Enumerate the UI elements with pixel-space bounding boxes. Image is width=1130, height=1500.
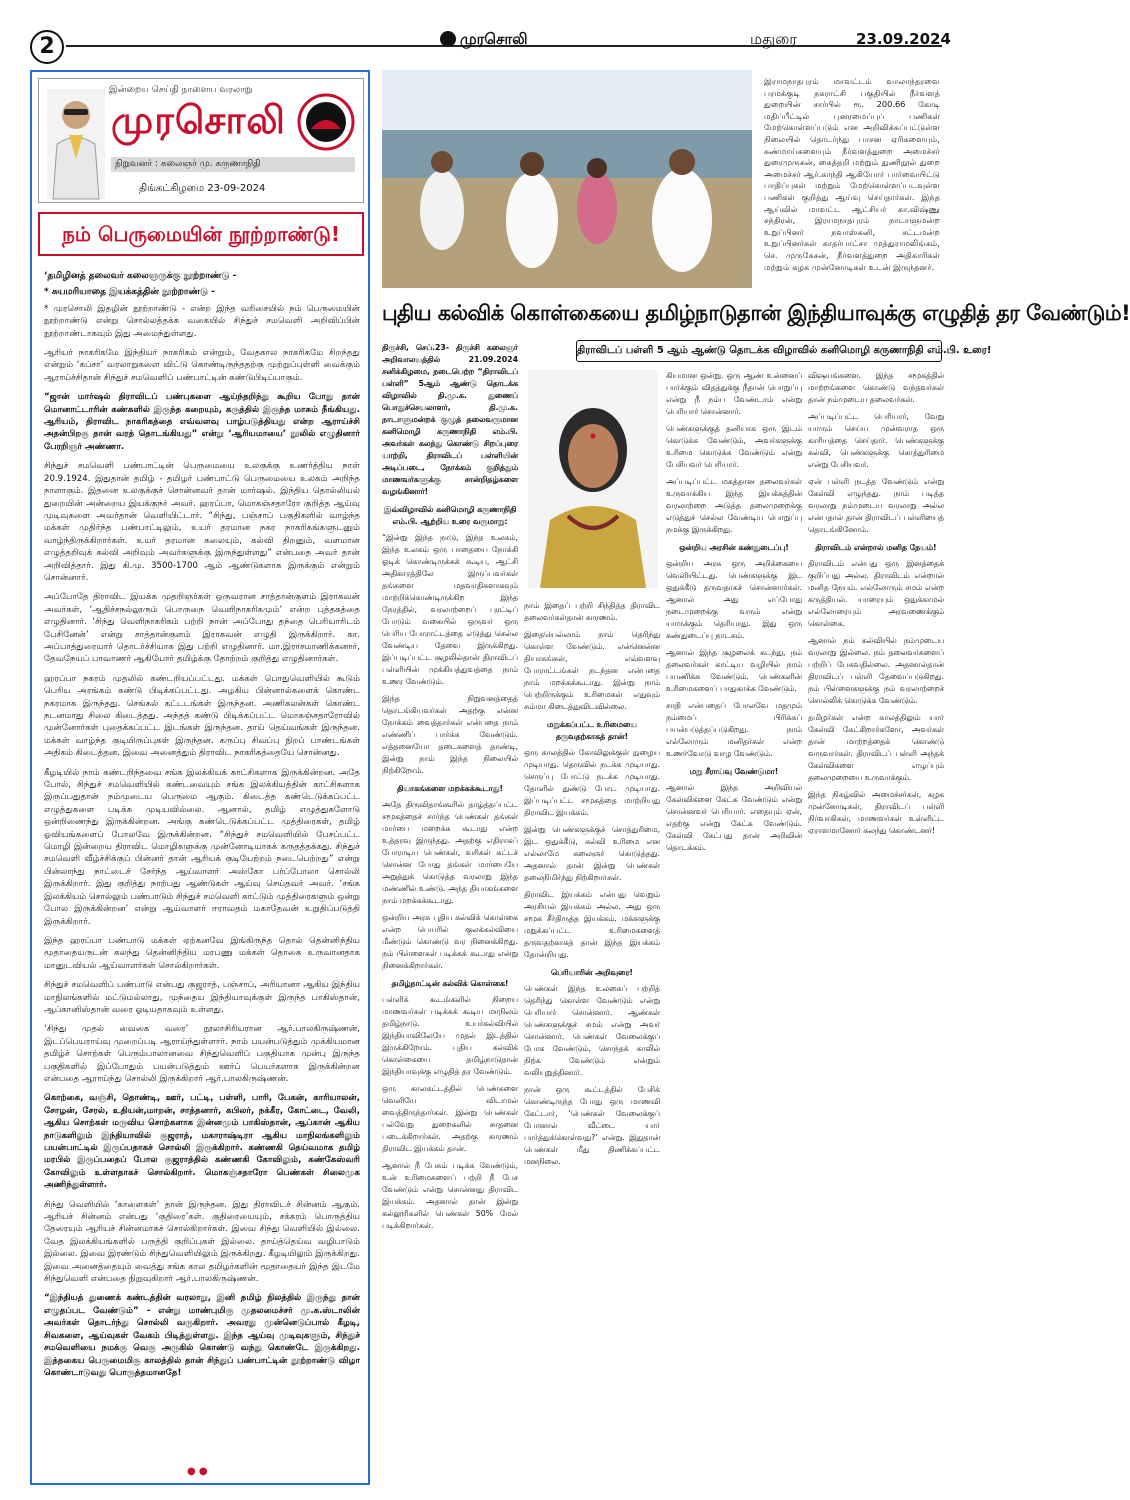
founder-portrait-icon [47,89,105,199]
issue-date: 23.09.2024 [856,30,951,48]
brand-name: முரசொலி [111,97,286,142]
article-paragraph: ஆனால் நம் கல்வியில் நம்முடைய வரலாறு இல்லை. நம் தலைவர்களைப் பற்றிப் பேசுவதில்லை. அதனால்தான் திராவிடப் பள்ளி தேவைப்படுகிறது. நம் பிள்ளைகளுக்கு நம் வரலாற்றைச் சொல்லிக் கொடுக்க வேண்டும். [808,636,944,705]
editorial-paragraph: ‘சிந்து முதல் வைகை வரை’ நூலாசிரியரான ஆர்.பாலகிருஷ்ணன், இடப்பெயராய்வு முறைப்படி ஆராய்ந்துள்ளார். நாம் பயன்படுத்தும் முக்கியமான தமிழ்ச் சொற்கள் பெரும்பாலானவை சிந்துவெளிப் பகுதியாக முன்பு இருந்த பகுதிகளில் இப்போதும் பயன்படுத்தும் ஊர்ப் பெயர்களாக இருக்கின்றன என்பதை ஆராய்ந்து சொல்லி இருக்கிறார் ஆர்.பாலகிருஷ்ணன். [44,1024,360,1084]
article-paragraph: ஒரு காலத்தில் கோவிலுக்குள் நுழைய முடியாது. தெருவில் நடக்க முடியாது. செருப்பு போட்டு நடக்க முடியாது. தோளில் துண்டு போட முடியாது. இப்படிப்பட்ட சமூகத்தை மாற்றியது திராவிட இயக்கம். [524,748,660,817]
sub-headline-box [576,340,992,362]
article-subheading: தமிழ்நாட்டின் கல்விக் கொள்கை! [391,979,509,988]
article-paragraph: பள்ளிக் கூடங்களில் நிறைய மாணவர்கள் படிக்கக் கூடிய மாநிலம் தமிழ்நாடு. உயர்கல்வியில் இந்தியாவிலேயே முதல் இடத்தில் இருக்கிறோம். புதிய கல்விக் கொள்கையை தமிழ்நாடுதான் இந்தியாவுக்கு எழுதித் தர வேண்டும். [382,995,518,1076]
news-photo-block [382,70,942,288]
editorial-column [30,70,370,1485]
editorial-date: திங்கட்கிழமை 23-09-2024 [139,183,266,194]
article-paragraph: ஒன்றிய அரசு புதிய கல்விக் கொள்கை என்ற பெயரில் குலக்கல்வியை மீண்டும் கொண்டு வர நினைக்கிறது. நம் பிள்ளைகள் படிக்கக் கூடாது என்று நினைக்கிறார்கள். [382,913,518,970]
article-paragraph: ஏன் பள்ளி நடத்த வேண்டும் என்று கேள்வி எழுந்தது. நாம் படித்த வரலாறு நம்முடைய வரலாறு அல்ல என்பதால் தான் திராவிடப் பள்ளியைத் தொடங்கினோம். [808,477,944,534]
article-paragraph: நான் ஒரு கூட்டத்தில் பேசிக் கொண்டிருந்த போது ஒரு மாணவி கேட்டார், ‘பெண்கள் வேலைக்குப் போனால் வீட்டை யார் பார்த்துக்கொள்வது?’ என்று. இதுதான் பெண்கள் மீது திணிக்கப்பட்ட மனநிலை. [524,1085,660,1166]
article-subheading: மறு சீராய்வு வேண்டுமா! [689,767,779,776]
article-paragraph: பெண்களுக்குத் தனியாக ஒரு இடம் கொடுக்க வேண்டும், அவர்களுக்கு உரிமை கொடுக்க வேண்டும் என்று பேசியவர் பெரியார். [666,424,802,469]
article-paragraph: திராவிட இயக்கம் என்பது வெறும் அரசியல் இயக்கம் அல்ல. அது ஒரு சமூக சீர்திருத்த இயக்கம். மக்களுக்கு மறுக்கப்பட்ட உரிமைகளைத் தருவதற்காகத் தான் இந்த இயக்கம் தோன்றியது. [524,890,660,959]
article-paragraph: ஆனால் இந்த சூழலைக் கடந்து, நம் தலைவர்கள் காட்டிய வழியில் நாம் பயணிக்க வேண்டும். பெண்களின் உரிமைகளைப் பாதுகாக்க வேண்டும். [666,648,802,693]
article-paragraph: இதையெல்லாம் நாம் தெரிந்து கொள்ள வேண்டும். என்னென்ன தியாகங்கள், எவ்வளவு போராட்டங்கள் நடந்தன என்பதை நாம் மறக்கக்கூடாது. இன்று நாம் பெற்றிருக்கும் உரிமைகள் எதுவும் சும்மா கிடைத்துவிடவில்லை. [524,630,660,711]
brand-tagline: இன்றைய செய்தி நாளைய வரலாறு [109,85,253,95]
article-paragraph: தமிழர்கள் என்ற காலத்திலும் யார் கேள்வி கேட்கிறார்களோ, அவர்கள் தான் மாற்றத்தைக் கொண்டு வருவார்கள். திராவிடப் பள்ளி அந்தக் கேள்விகளை எழுப்பும் தலைமுறையை உருவாக்கும். [808,713,944,782]
article-paragraph: விஷயங்களை. இந்த சமூகத்தில் மாற்றங்களை கொண்டு வந்தவர்கள் தான் நம்முடைய தலைவர்கள். [808,371,944,404]
lead-line: * முரசொலி இதழின் நூற்றாண்டு - என்ற இந்த வரிசையில் நம் பெருமையின் நூற்றாண்டு என்று சொல்லத்தக்க வகையில் சிந்துச் சமவெளி அறிவிப்பின் நூற்றாண்டாகவும் இது அமைந்துள்ளது. [44,303,360,339]
article-column-2 [524,600,660,1484]
masthead-mini [440,30,528,50]
editorial-paragraph: சிந்துச் சமவெளிப் பண்பாடு என்பது குஜராத், பஞ்சாப், அரியானா ஆகிய இந்திய மாநிலங்களில் மட்டுமல்லாது, முந்தைய இந்தியாவுக்குள் இருந்த பாகிஸ்தான், ஆப்கானிஸ்தான் வரை ஓடியதாகவும் உள்ளது. [44,980,360,1015]
article-paragraph: அப்படிப்பட்ட மகத்தான தலைவர்கள் உருவாக்கிய இந்த இயக்கத்தின் வரலாற்றை அடுத்த தலைமுறைக்கு எடுத்துச் செல்ல வேண்டிய பொறுப்பு நமக்கு இருக்கிறது. [666,477,802,534]
editorial-paragraph: அப்போதே திராவிட இயக்க முதறிஞர்கள் ஒருவரான சாத்தான்குளம் இராகவன் அவர்கள், ‘ஆதிச்சநல்லூரும் பொருநை வெளிநாகரிகமும்’ என்ற புத்தகத்தை எழுதினார். ‘சிந்து வெளிநாகரிகம் பற்றி நான் அப்போது தந்தை பெரியாரிடம் பேசினேன்’ என்று சாத்தான்குளம் இராகவன் எழுதி இருக்கிறார். கா. அப்பாத்துரையார் தொடர்ச்சியாக இது பற்றி எழுதினார். மா.இராசமாணிக்கனார், தேவநேயப் பாவாணர் ஆகியோர் தமிழ்க்கு தோற்றம் குறித்து எழுதினார்கள். [44,592,360,665]
article-paragraph: ஆனால் இந்த அறிவியல் கேள்விகளை கேட்க வேண்டும் என்று சொன்னவர் பெரியார். எதையும் ஏன், எதற்கு என்று கேட்க வேண்டும். கேள்வி கேட்பது தான் அறிவின் தொடக்கம். [666,783,802,852]
article-paragraph: பெண்கள் இந்த உலகைப் பற்றித் தெரிந்து கொள்ள வேண்டும் என்று பெரியார் சொன்னார். ஆண்கள் பெண்களுக்குச் சமம் என்று அவர் சொன்னார். பெண்கள் வேலைக்குப் போக வேண்டும், சொந்தக் காலில் நிற்க வேண்டும் என்றும் வலியுறுத்தினார். [524,984,660,1077]
article-subheading: திராவிடம் என்றால் மனித நேயம்! [815,543,937,552]
editorial-title: நம் பெருமையின் நூற்றாண்டு! [62,222,340,246]
masthead-text: முரசொலி [460,30,528,48]
editorial-paragraph: ஹரப்பா நகரம் முதலில் கண்டறியப்பட்டது. மக்கள் பொதுவெளியில் கூடும் பெரிய அரங்கம் கண்டு பிடிக்கப்பட்டது. அழகிய பின்னால்களைக் கொண்ட நகரமாக இருந்தது. செங்கல் கட்டடங்கள் இருந்தன. அணிகலன்கள் கொண்ட நடனமாது சிலை கிடைத்தது. அந்தத் கண்டு பிடிக்கப்பட்ட மொகஞ்சதாரோவில் முன்னோர்கள் புதைக்கப்பட்ட இடங்கள் இருந்தன. தாய் தெய்வங்கள் இருந்தன. மக்கள் வாழ்ந்த குடியிருப்புகள் இருந்தன. கருப்பு சிவப்பு நிறப் பாண்டங்கள் அதிகம் கிடைத்தன. இவை அனைத்தும் திராவிட நாகரிகத்தையே சொன்னது. [44,673,360,759]
edition-city: மதுரை [750,30,798,48]
article-paragraph: சாதி என்பதைப் போலவே மதமும் நம்மைப் பிரிக்கப் பயன்படுத்தப்படுகிறது. நாம் எல்லோரும் மனிதர்கள் என்ற உணர்வோடு வாழ வேண்டும். [666,701,802,758]
editorial-title-box [38,212,364,256]
article-subheading: இவ்விழாவில் கனிமொழி கருணாநிதி எம்.பி. ஆற்றிய உரை வருமாறு: [383,505,517,526]
article-column-4 [808,370,944,1484]
speaker-portrait-icon [528,370,658,588]
article-paragraph: திராவிடம் என்பது ஒரு இனத்தைக் குறிப்பது அல்ல. திராவிடம் என்றால் மனித நேயம். எல்லோரும் சமம் என்ற கருத்தியல். யாரையும் ஒதுக்காமல் எல்லோரையும் அரவணைக்கும் கொள்கை. [808,559,944,628]
article-column-3 [666,370,802,1484]
article-paragraph: “இன்று இந்த நாடு, இந்த உலகம், இந்த உலகம் ஒரு பாதையை நோக்கி ஓடிக் கொண்டிருக்கக் கூடிய, ஆட்சி அதிகாரத்திலே இருப்பவர்கள் தங்களை மதவாதிகளாகவும் மாற்றிக்கொண்டிருக்கிற இந்த நேரத்தில், வரலாற்றைப் புரட்டிப் போடும் வகையில் ஒருவர் ஒரு பெரிய போராட்டத்தை எடுத்து செல்ல வேண்டிய தேவை இருக்கிறது. இப்படிப்பட்ட சூழலில்தான் திராவிடப் பள்ளியின் முக்கியத்துவத்தை நாம் உணர வேண்டும். [382,533,518,686]
article-paragraph: ஒன்றிய அரசு ஒரு அறிக்கையை வெளியிட்டது. பெண்களுக்கு இட ஒதுக்கீடு தருவதாகச் சொன்னார்கள். ஆனால் அது எப்போது நடைமுறைக்கு வரும் என்று யாருக்கும் தெரியாது. இது ஒரு கண்துடைப்பு நாடகம். [666,559,802,640]
editorial-paragraph: கீழடியில் நாம் கண்டறிந்தவை சங்க இலக்கியக் காட்சிகளாக இருக்கின்றன. அதே போல், சிந்துச் சமவெளியில் கண்டவையும் சங்க இலக்கியத்தின் காட்சிகளாக இருப்பதுதான் நம்முடைய பெருமை ஆகும். கிடைத்த கண்டெடுக்கப்பட்ட எழுத்துகளை படிக்க முடியவில்லை. ஆனால், தமிழ் எழுத்துகளோடு ஒன்றிணைந்து இருக்கின்றன. அங்கு கண்டெடுக்கப்பட்ட முத்திரைகள், தமிழ் ஓவியங்களைப் போலவே இருக்கின்றன. “சிந்துச் சமவெளியில் பேசப்பட்ட மொழி இன்றைய திராவிட மொழிகளுக்கு முன்னோடியாகக் கருதத்தக்கது. சிந்துச் சமவெளி வீழ்ச்சிக்குப் பின்னர் தான் ஆரியக் குடியேற்றம் நடைபெற்றது” என்று பின்லாந்து நாட்டைச் சேர்ந்த ஆய்வாளர் அஸ்கோ பர்ப்போலா சொல்லி இருக்கிறார். இது குறித்து நாற்பது ஆண்டுகள் ஆய்வு செய்தவர் அவர். ‘சங்க இலக்கியம் சொல்லும் பண்பாடும் சிந்துச் சமவெளி காட்டும் முத்திரைகளும் ஒன்று போல இருக்கின்றன’ என்று ஆய்வாளர் ஈராவதம் மகாதேவன் உறுதிப்படுத்தி இருக்கிறார். [44,767,361,927]
page-header [0,0,972,62]
sub-headline: திராவிடப் பள்ளி 5 ஆம் ஆண்டு தொடக்க விழாவில் கனிமொழி கருணாநிதி எம்.பி. உரை! [577,345,992,356]
editorial-body [44,270,360,1386]
editorial-paragraph: ஆரியர் நாகரிகமே இந்தியர் நாகரிகம் என்றும், வேதகால நாகரிகமே சிறந்தது என்றும் ‘கப்சா’ வரலாறுகளை விட்டு கொண்டிருந்ததற்கு முற்றுப்புள்ளி வைக்கும் ஆராய்ச்சிதான் சிந்துச் சமவெளிப் பண்பாட்டின் கண்டுபிடிப்பாகும். [44,348,360,383]
photo-caption: இராமநாதபுரம் மாவட்டம் வாலாந்தரவை பரமக்குடி நகராட்சி பகுதியில் நீர்வளத் துறையின் சார்பில் ரூ. 200.66 கோடி மதிப்பீட்டில் புனரமைப்புப் பணிகள் மேற்கொள்ளப்படும் என அறிவிக்கப்பட்டுள்ள நிலையில் தொடர்ந்து பாசன ஏரிகளையும், கண்மாய்களையும் நீர்வளத்துறை அமைச்சர் துரைமுருகன், கைத்தறி மற்றும் துணிநூல் துறை அமைச்சர் ஆர்.காந்தி ஆகியோர் பார்வையிட்டு பாதிப்புகள் மற்றும் மேற்கொள்ளப்படவுள்ள பணிகள் குறித்து ஆய்வு செய்தார்கள். இந்த ஆய்வில் மாவட்ட ஆட்சியர் கா.விஷ்ணு சந்திரன், இராமநாதபுரம் நாடாளுமன்ற உறுப்பினர் நவாஸ்கனி, சட்டமன்ற உறுப்பினர்கள் காதர்பாட்சா முத்துராமலிங்கம், செ. முருகேசன், நீர்வளத்துறை அதிகாரிகள் மற்றும் கழக முன்னோடிகள் உடன் இருந்தனர். [764,76,940,272]
page-number: 2 [30,30,64,64]
lead-line: ‘தமிழினத் தலைவர் கலைஞருக்கு நூற்றாண்டு - [44,271,237,281]
article-subheading: பெரியாரின் அறிவுரை! [551,968,633,977]
editorial-paragraph: இந்த ஹரப்பா பண்பாடு மக்கள் ஏற்கனவே இங்கிருந்த தொல் தென்னிந்திய மூதாதையருடன் கலந்து தென்னிந்திய மரபணு மக்கள் தொகை உருவானதாக மானுடவியல் ஆய்வாளர்கள் சொல்கிறார்கள். [44,935,360,971]
article-paragraph: ஆனால் நீ பேசும் படிக்க வேண்டும், உன் உரிமைகளைப் பற்றி நீ பேச வேண்டும் என்று சொன்னது திராவிட இயக்கம். அதனால் தான் இன்று கல்லூரிகளில் பெண்கள் 50% மேல் படிக்கிறார்கள். [382,1161,518,1230]
article-subheading: ஒன்றிய அரசின் கண்துடைப்பு! [679,543,789,552]
article-paragraph: இன்று பெண்களுக்குச் சொத்துரிமை, இட ஒதுக்கீடு, கல்வி உரிமை என எல்லாமே கலைஞர் கொடுத்தது. அதனால் தான் இன்று பெண்கள் தலைநிமிர்ந்து நிற்கிறார்கள். [524,825,660,882]
article-paragraph: இந்த நிகழ்வில் அமைச்சர்கள், கழக முன்னோடிகள், திராவிடப் பள்ளி நிர்வாகிகள், மாணவர்கள் உள்ளிட்ட ஏராளமானோர் கலந்து கொண்டனர்! [808,790,944,835]
article-paragraph: அதே திருவிதாங்கூரில் தாழ்த்தப்பட்ட சமூகத்தைச் சார்ந்த பெண்கள் தங்கள் மார்பை மறைக்க கூடாது என்ற உத்தரவு இருந்தது. அதற்கு எதிராகப் போராடிய பெண்கள், வரிகள் கட்டச் சொன்ன போது தங்கள் மார்பையே அறுத்துக் கொடுத்த வரலாறு இந்த மண்ணில் உண்டு. அந்த தியாகங்களை நாம் மறக்கக்கூடாது. [382,800,518,905]
article-subheading: தியாகங்களை மறக்கக்கூடாது! [396,784,504,793]
editorial-paragraph: சிந்துச் சமவெளி பண்பாட்டின் பெருமையை உலகுக்கு உணர்த்திய நாள் 20.9.1924. இதுதான் தமிழ் - தமிழர் பண்பாட்டு பெருமையை உலகம் அறிந்த நாளாகும். இதனை உலகுக்குச் சொன்னவர் தான் மார்ஷல். இந்திய தொல்லியல் துறையின் அன்றைய இயக்குநர் அவர். ஹரப்பா, மொகஞ்சதாரோ குறித்த ஆய்வு முடிவுகளை அவர்தான் வெளியிட்டார். “சிந்து, பஞ்சாப் பகுதிகளில் வாழ்ந்த மக்கள் முதிர்ந்த பண்பாட்டிலும், உயர் தரமான நகர நாகரிகங்களுடனும் வாழ்ந்திருக்கிறார்கள். உயர் தரமான கலையும், கல்வி திறனும், வளமான எழுத்தறிவுக் கல்வி அறிவும் அவர்களுக்கு இருந்துள்ளது” என்பதை அவர் தான் அறிவித்தார். இது கி.மு. 3500-1700 ஆம் ஆண்டுகளாக இருக்கும் என்றும் சொன்னார். [44,461,360,583]
article-paragraph: இந்த நிறுவனத்தைத் தொடங்கியவர்கள் அதற்கு என்ன நோக்கம் வைத்தார்கள் என்பதை நாம் எண்ணிப் பார்க்க வேண்டும். எத்தனையோ தடைகளைத் தாண்டி, இன்று நாம் இந்த நிலையில் நிற்கிறோம். [382,694,518,775]
article-paragraph: கியமான ஒன்று. ஒரு ஆண் உன்னைப் பார்க்கும் விதத்துக்கு நீதான் பொறுப்பு என்று நீ நம்ப வேண்டாம் என்று பெரியார் சொன்னார். [666,371,802,416]
editorial-paragraph: “இந்தியத் துணைக் கண்டத்தின் வரலாறு, இனி தமிழ் நிலத்தில் இருந்து தான் எழுதப்பட வேண்டும்” - என்று மாண்புமிகு முதலமைச்சர் மு.க.ஸ்டாலின் அவர்கள் தொடர்ந்து சொல்லி வருகிறார். அவரது முன்னெடுப்பால் கீழடி, சிவகளை, ஆய்வுகள் வேகம் பிடித்துள்ளது. இந்த ஆய்வு முடிவுகளும், சிந்துச் சமவெளியை நமக்கு வெகு அருகில் கொண்டு வந்து கொண்டே இருக்கிறது. இத்தகைய பெருமைமிகு காலத்தில் தான் சிந்துப் பண்பாட்டின் நூற்றாண்டு விழா கொண்டாடுவது பொருத்தமானதே! [44,1293,360,1378]
article-subheading: மறுக்கப்பட்ட உரிமையை தருவதற்காகத் தான்! [547,720,637,741]
masthead-logo-icon [440,31,456,47]
article-paragraph: அப்படிப்பட்ட பெரியார், வேறு யாரும் செய்ய முன்வராத ஒரு காரியத்தை செய்தார். பெண்களுக்கு கல்வி, பெண்களுக்கு சொத்துரிமை என்று பேசியவர். [808,412,944,469]
lead-line: * சுயமரியாதை இயக்கத்தின் நூற்றாண்டு - [44,287,215,298]
founder-line: நிறுவனர் : கலைஞர் மு. கருணாநிதி [111,157,355,172]
rising-sun-seal-icon [297,93,355,151]
main-headline-box [382,292,1130,334]
main-headline: புதிய கல்விக் கொள்கையை தமிழ்நாடுதான் இந்தியாவுக்கு எழுதித் தர வேண்டும்! [382,301,1130,325]
inspection-photo-icon [382,70,752,288]
article-paragraph: ஒரு காலகட்டத்தில் பெண்களை வெளியே விடாமல் வைத்திருந்தார்கள். இன்று பெண்கள் பல்வேறு துறைகளில் சாதனை படைக்கிறார்கள். அதற்கு காரணம் திராவிட இயக்கம் தான். [382,1084,518,1153]
article-paragraph: திருச்சி, செப்.23- திருச்சி கலைஞர் அறிவாலயத்தில் 21.09.2024 சனிக்கிழமை, நடைபெற்ற “திராவிடப் பள்ளி” 5ஆம் ஆண்டு தொடக்க விழாவில் தி.மு.க. துணைப் பொதுச்செயலாளர், தி.மு.க. நாடாளுமன்றக் குழுத் தலைவருமான கனிமொழி கருணாநிதி எம்.பி. அவர்கள் கலந்து கொண்டு சிறப்புரை யாற்றி, திராவிடப் பள்ளியின் அடிப்படை, நோக்கம் குறித்தும் மாணவர்களுக்கு சான்றிதழ்களை வழங்கினார்! [382,343,518,496]
editorial-end-mark: ● ● [187,1466,208,1477]
editorial-paragraph: சிந்து வெளியில் ‘காளைகள்’ தான் இருந்தன. இது திராவிடச் சின்னம் ஆகும். ஆரியச் சின்னம் என்பது ‘குதிரை’கள். குதிரையையும், சக்கரம் பொருத்திய தேரையும் ஆரியச் சின்னமாகச் சொல்கிறார்கள். இவை சிந்து வெளியில் இல்லை. வேத இலக்கியங்களில் பருத்தி குறிப்புகள் இல்லை. தாய்த்தெய்வ வழிபாடும் இல்லை. இவை இரண்டும் சிந்துவெளியிலும் இருக்கிறது. கீழடியிலும் இருக்கிறது. இவை அனைத்தையும் வைத்து சங்க கால தமிழர்களின் மூதாதையர் இந்த இடமே சிந்துவெளி என்பதை நிறுவுகிறார் ஆர்.பாலகிருஷ்ணன். [44,1199,360,1285]
editorial-paragraph: “ஜான் மார்ஷல் திராவிடப் பண்புகளை ஆய்ந்தறிந்து கூறிய போது தான் மொனாட்டாரின் கண்களில் இருந்த கறையும், கருத்தில் இருந்த மாசும் நீங்கியது. ஆரியம், திராவிட நாகரிகத்தை எவ்வளவு பாழ்படுத்தியது என்ற ஆராய்ச்சி அதன்பிறகு தான் வரத் தொடங்கியது” என்று ‘ஆரியமாயை’ நூலில் எழுதினார் பேரறிஞர் அண்ணா. [44,392,360,452]
editorial-paragraph: கொற்கை, வஞ்சி, தொண்டி, ஊர், பட்டி, பள்ளி, பாரி, பேகன், காரியாலன், சோழன், சேரல், உதியன்,மாறன், சாத்தனார், கபிலர், நக்கீர, கோட்டை, வேலி, ஆகிய சொற்கள் மருவிய சொற்களாக இன்னமும் பாகிஸ்தான், ஆப்கான் ஆகிய நாடுகளிலும் இந்தியாவில் குஜராத், மகாராஷ்டிரா ஆகிய மாநிலங்களிலும் பயன்பாட்டில் இருப்பதாகச் சொல்லி இருக்கிறார். கண்ணகி தெய்வமாக தமிழ் மரபில் இருப்பதைப் போல குஜராத்தில் கண்ணகி கோவிலும், கண்கேஸ்வரி கோவிலும் உள்ளதாகச் சொல்கிறார். மொகஞ்சதாரோ பெண்கள் சிலைமுக அணிந்துள்ளார். [44,1093,360,1191]
editorial-brand-box [38,78,364,203]
article-column-1 [382,342,518,1484]
article-paragraph: நாம் இதைப் பற்றி சிந்தித்த திராவிட தலைவர்கள்தான் காரணம். [524,601,660,622]
